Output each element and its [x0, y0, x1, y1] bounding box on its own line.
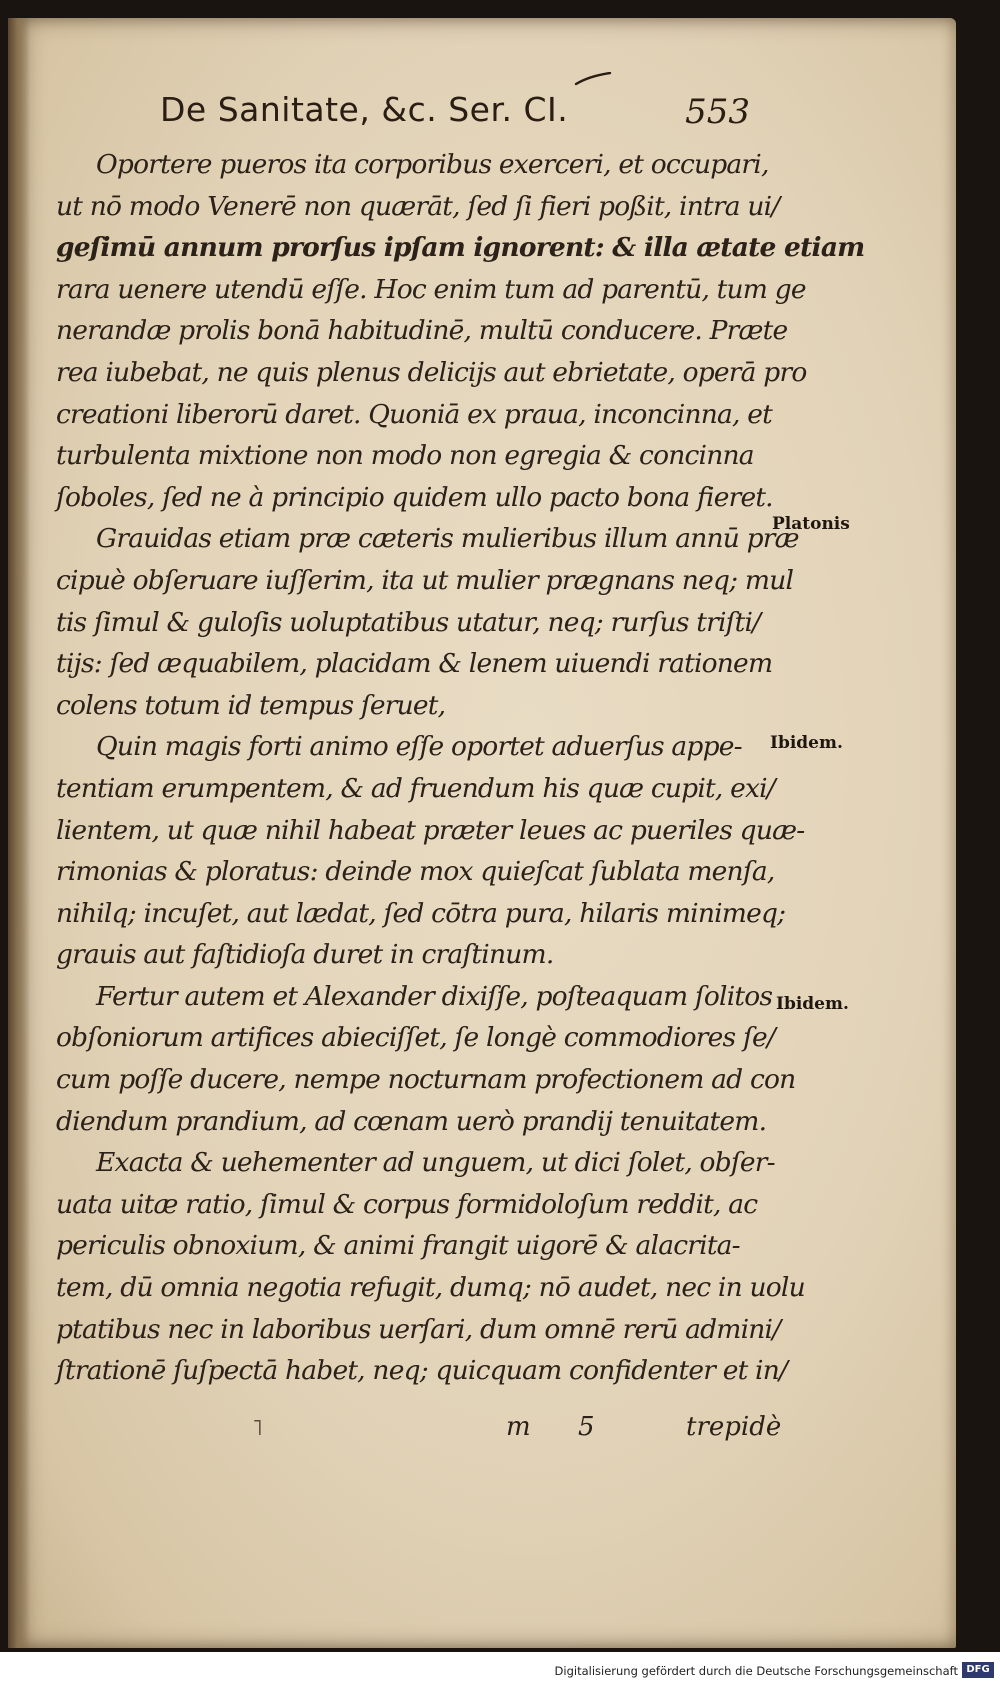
text-line: tis ſimul & guloſis uoluptatibus utatur, neq; rurſus triſti/	[56, 606, 761, 638]
text-line: Oportere pueros ita corporibus exerceri, et occupari,	[96, 149, 769, 180]
text-line: ſtrationē ſuſpectā habet, neq; quicquam confidenter et in/	[56, 1355, 788, 1387]
text-line: diendum prandium, ad cœnam uerò prandij tenuitatem.	[56, 1105, 767, 1137]
text-line: colens totum id tempus ſeruet,	[56, 689, 446, 721]
dfg-logo: DFG	[962, 1662, 994, 1678]
text-line: rea iubebat, ne quis plenus delicijs aut ebrietate, operā pro	[56, 356, 807, 388]
text-line: rara uenere utendū eſſe. Hoc enim tum ad parentū, tum ge	[56, 273, 806, 305]
text-line: ptatibus nec in laboribus uerſari, dum omnē rerū admini/	[56, 1313, 781, 1345]
text-line: creationi liberorū daret. Quoniā ex praua, inconcinna, et	[56, 398, 772, 430]
text-line: nihilq; incuſet, aut lædat, ſed cōtra pura, hilaris minimeq;	[56, 897, 786, 929]
margin-note-ibidem: Ibidem.	[776, 994, 849, 1014]
text-line: nerandæ prolis bonā habitudinē, multū conducere. Præte	[56, 315, 788, 347]
text-line: cipuè obſeruare iuſſerim, ita ut mulier prægnans neq; mul	[56, 564, 794, 596]
text-line: turbulenta mixtione non modo non egregia & concinna	[56, 440, 754, 472]
text-line: grauis aut faſtidioſa duret in craſtinum.	[56, 939, 554, 971]
catchword: trepidè	[686, 1412, 782, 1442]
text-line: Exacta & uehementer ad unguem, ut dici ſolet, obſer-	[96, 1147, 775, 1179]
text-line: geſimū annum prorſus ipſam ignorent: & illa ætate etiam	[56, 232, 865, 264]
text-line: cum poſſe ducere, nempe nocturnam profectionem ad con	[56, 1064, 796, 1096]
funding-credit: Digitalisierung gefördert durch die Deutsche Forschungsgemeinschaft	[554, 1664, 958, 1678]
footer-bar	[0, 1652, 1000, 1688]
text-line: tijs: ſed æquabilem, placidam & lenem uiuendi rationem	[56, 648, 773, 680]
text-line: ſoboles, ſed ne à principio quidem ullo pacto bona fieret.	[56, 481, 773, 513]
text-line: obſoniorum artifices abieciſſet, ſe longè commodiores ſe/	[56, 1022, 775, 1054]
text-line: tentiam erumpentem, & ad fruendum his quæ cupit, exi/	[56, 772, 775, 804]
text-line: uata uitæ ratio, ſimul & corpus formidoloſum reddit, ac	[56, 1188, 758, 1220]
running-header	[160, 90, 750, 140]
margin-note-ibidem: Ibidem.	[770, 733, 843, 753]
text-line: rimonias & ploratus: deinde mox quieſcat ſublata menſa,	[56, 856, 775, 888]
running-title: De Sanitate, &c. Ser. CI.	[160, 90, 569, 129]
text-line: Grauidas etiam præ cæteris mulieribus illum annū præ	[96, 523, 799, 555]
text-line: ut nō modo Venerē non quærāt, ſed ſi fieri poßit, intra ui/	[56, 190, 780, 222]
text-line: tem, dū omnia negotia refugit, dumq; nō audet, nec in uolu	[56, 1272, 805, 1304]
faint-mark: ˥	[252, 1416, 263, 1441]
text-line: Fertur autem et Alexander dixiſſe, poſteaquam ſolitos	[96, 980, 773, 1012]
signature-mark: m	[506, 1412, 531, 1442]
signature-number: 5	[578, 1412, 595, 1442]
text-line: Quin magis forti animo eſſe oportet aduerſus appe-	[96, 731, 742, 763]
text-line: lientem, ut quæ nihil habeat præter leues ac pueriles quæ-	[56, 814, 805, 846]
ink-stroke-mark	[574, 72, 612, 86]
margin-note-platonis: Platonis	[772, 514, 850, 534]
binding-shadow	[8, 18, 30, 1648]
text-line: periculis obnoxium, & animi frangit uigorē & alacrita-	[56, 1230, 740, 1262]
page-number: 553	[685, 92, 750, 132]
